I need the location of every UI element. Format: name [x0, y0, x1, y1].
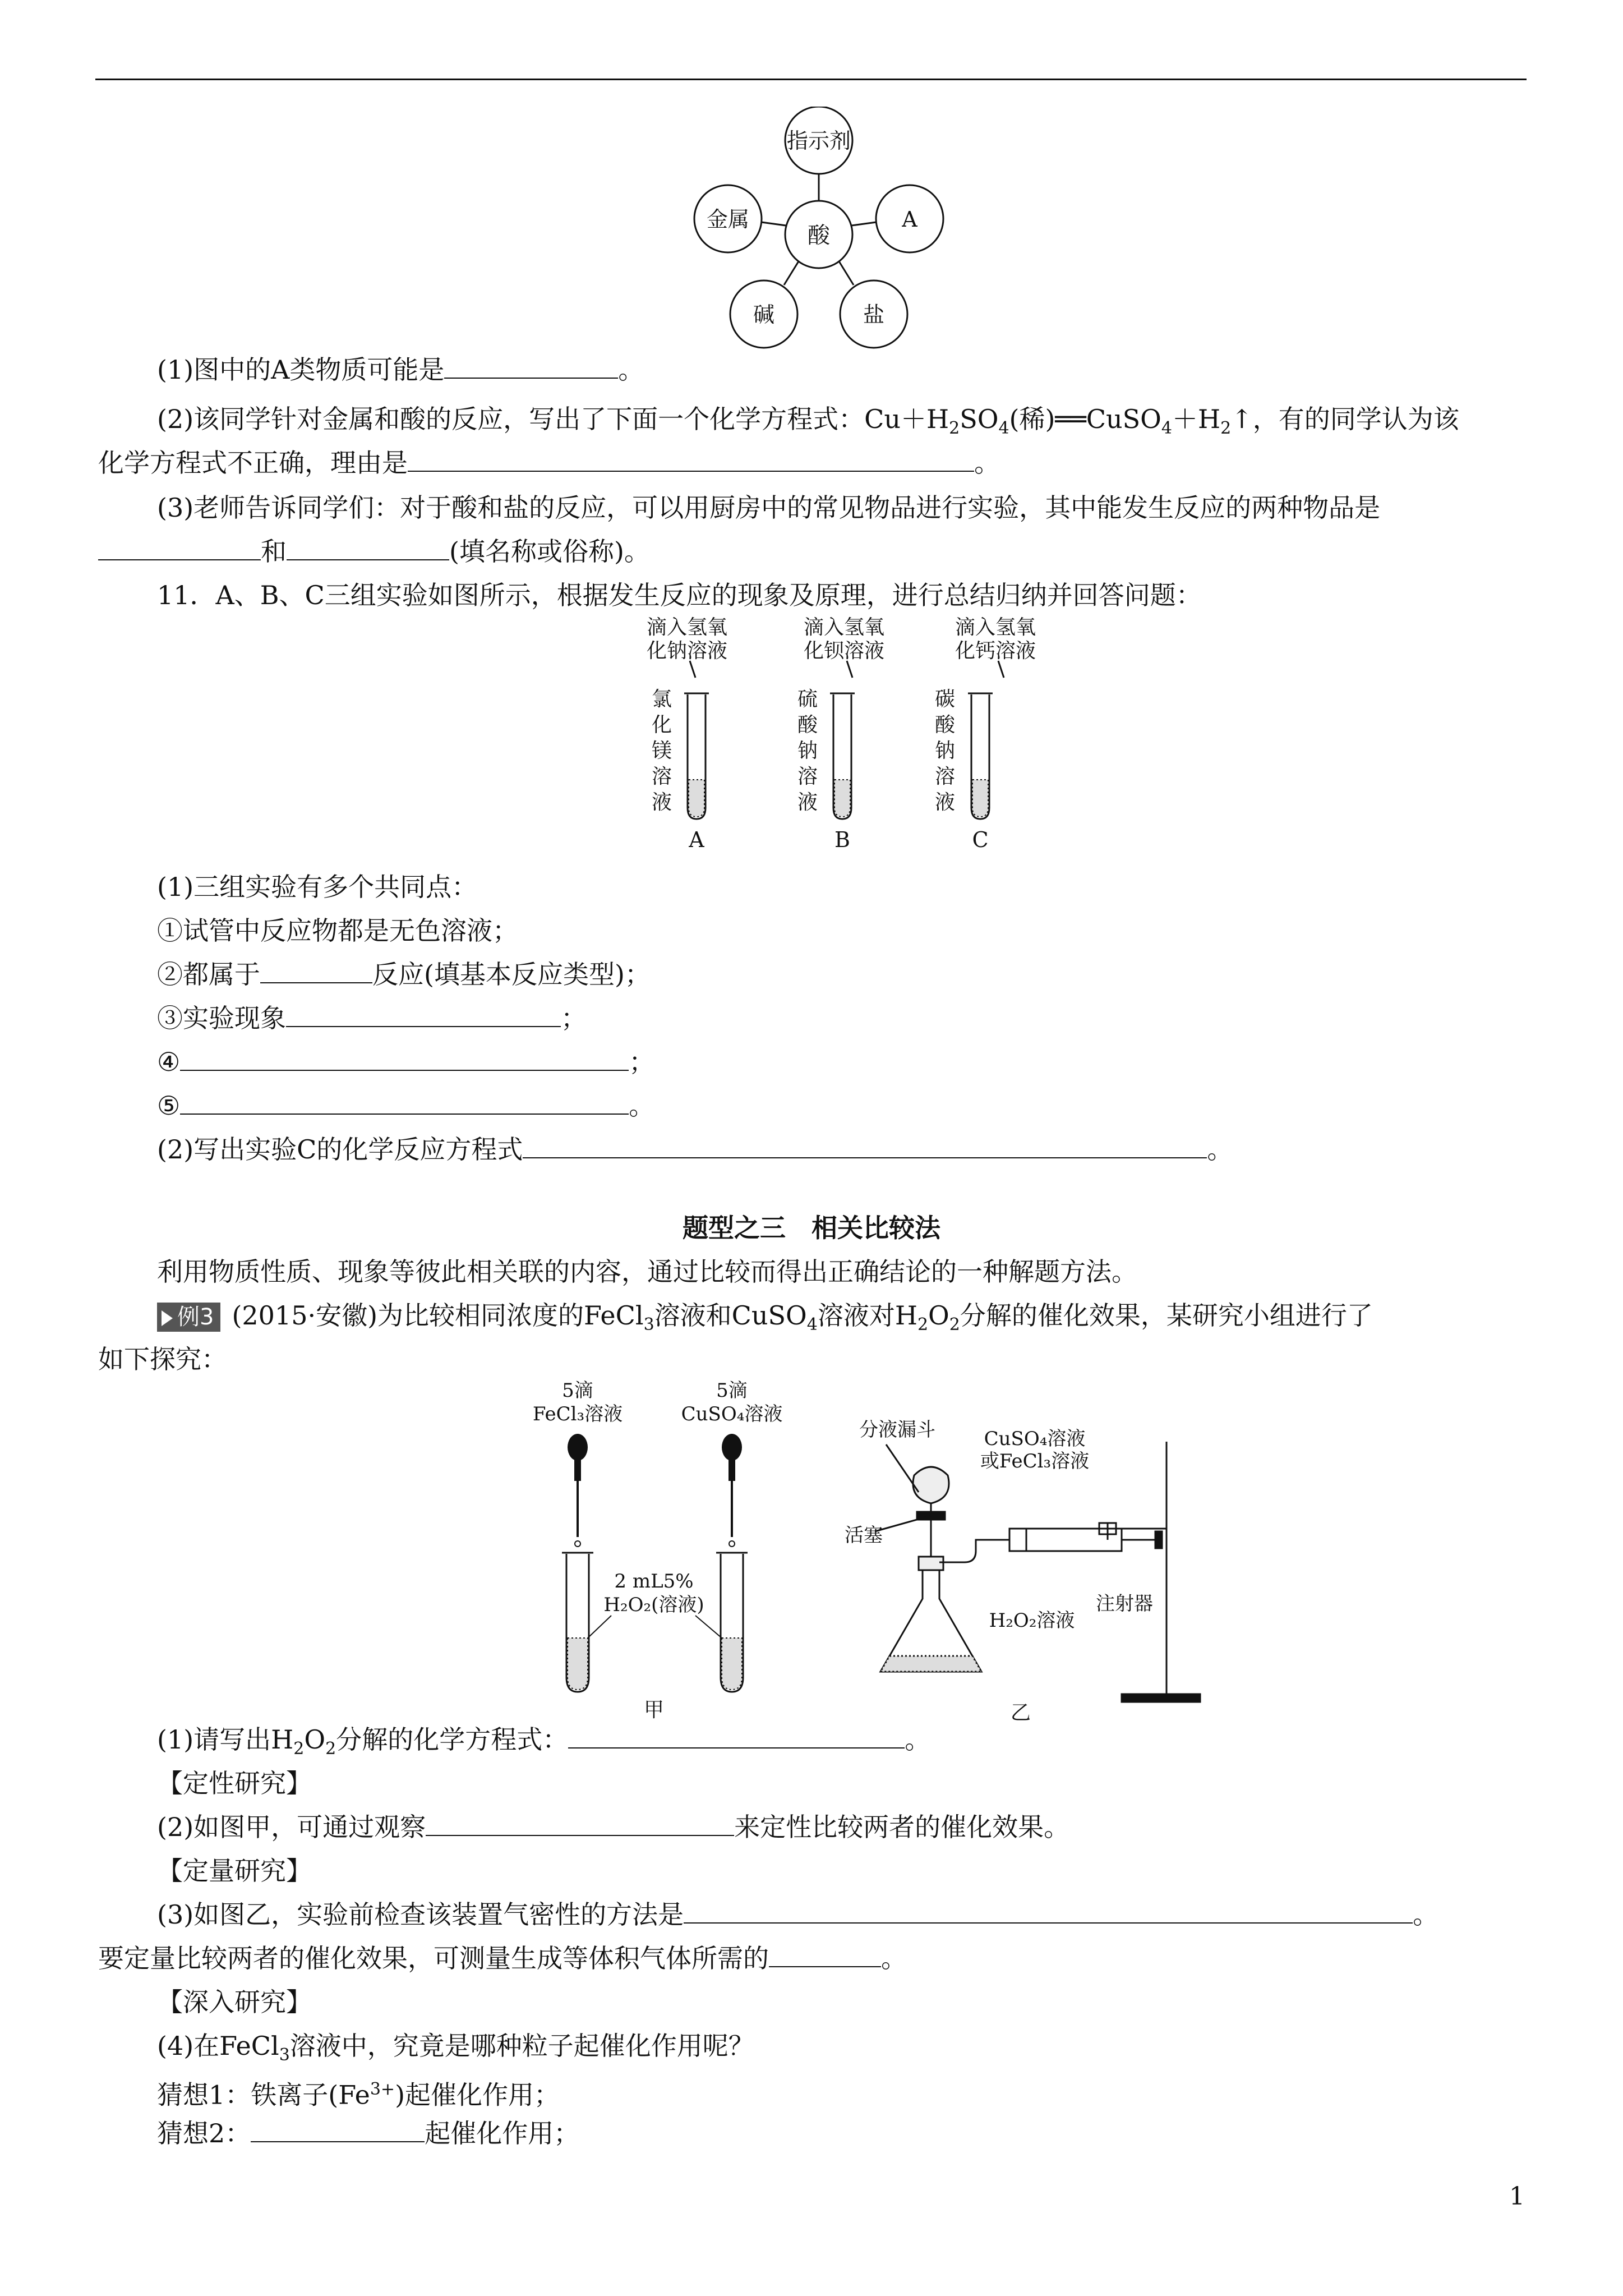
- q11-stem: 11．A、B、C三组实验如图所示，根据发生反应的现象及原理，进行总结归纳并回答问题：: [157, 580, 1202, 610]
- answer-blank[interactable]: [180, 1045, 629, 1071]
- svg-text:2 mL5%: 2 mL5%: [614, 1570, 694, 1593]
- answer-blank[interactable]: [260, 958, 372, 983]
- svg-text:化钙溶液: 化钙溶液: [955, 639, 1036, 662]
- svg-text:液: 液: [934, 791, 956, 814]
- q10-part1: (1)图中的A类物质可能是 。: [157, 348, 644, 392]
- svg-text:分液漏斗: 分液漏斗: [859, 1419, 935, 1441]
- svg-text:硫: 硫: [797, 688, 818, 711]
- svg-text:钠: 钠: [934, 739, 956, 762]
- answer-blank[interactable]: [98, 535, 261, 560]
- answer-blank[interactable]: [286, 1001, 561, 1027]
- svg-text:滴入氢氧: 滴入氢氧: [646, 616, 728, 639]
- svg-text:或FeCl₃溶液: 或FeCl₃溶液: [980, 1450, 1090, 1473]
- svg-text:化钡溶液: 化钡溶液: [803, 639, 885, 662]
- play-icon: [162, 1310, 173, 1326]
- ex3-q4: (4)在FeCl$_3$溶液中，究竟是哪种粒子起催化作用呢？: [157, 2031, 754, 2065]
- acid-property-diagram: [662, 107, 976, 376]
- header-rule: [95, 79, 1527, 80]
- answer-blank[interactable]: [769, 1941, 881, 1967]
- svg-text:CuSO₄溶液: CuSO₄溶液: [681, 1403, 783, 1425]
- svg-text:5滴: 5滴: [716, 1379, 748, 1402]
- ex3-guess2: 猜想2： 起催化作用；: [157, 2111, 579, 2155]
- svg-text:酸: 酸: [934, 714, 956, 737]
- tube-a: [647, 616, 727, 852]
- figure-jia: [522, 1374, 802, 1722]
- ex3-q2: (2)如图甲，可通过观察 来定性比较两者的催化效果。: [157, 1805, 1069, 1849]
- svg-text:乙: 乙: [1010, 1701, 1031, 1724]
- ex3-q1: (1)请写出$H_2O_2$分解的化学方程式： 。: [157, 1718, 930, 1771]
- node-metal: 金属: [706, 207, 750, 232]
- svg-text:H₂O₂溶液: H₂O₂溶液: [989, 1609, 1075, 1632]
- svg-text:化: 化: [651, 714, 672, 737]
- answer-blank[interactable]: [287, 535, 449, 560]
- q10-part3-line1: (3)老师告诉同学们：对于酸和盐的反应，可以用厨房中的常见物品进行实验，其中能发生反应的两种物品是: [157, 493, 1381, 523]
- svg-text:滴入氢氧: 滴入氢氧: [955, 616, 1036, 639]
- answer-blank[interactable]: [180, 1089, 629, 1115]
- answer-blank[interactable]: [251, 2116, 425, 2142]
- dropper-icon: [722, 1434, 742, 1547]
- svg-text:镁: 镁: [651, 739, 672, 762]
- q11-line2: ①试管中反应物都是无色溶液；: [157, 915, 518, 946]
- svg-text:活塞: 活塞: [845, 1524, 883, 1547]
- q11-line6: ⑤ 。: [157, 1084, 654, 1128]
- page-number: 1: [1509, 2182, 1525, 2211]
- svg-text:A: A: [689, 827, 704, 852]
- svg-text:H₂O₂(溶液): H₂O₂(溶液): [603, 1594, 704, 1616]
- tube-b: [797, 616, 884, 852]
- node-a: A: [902, 207, 917, 232]
- svg-text:溶: 溶: [797, 765, 818, 788]
- ex3-heading-qualitative: 【定性研究】: [157, 1768, 312, 1798]
- svg-text:酸: 酸: [797, 714, 818, 737]
- node-acid: 酸: [808, 223, 830, 249]
- q10-part2-line1: (2)该同学针对金属和酸的反应，写出了下面一个化学方程式：$Cu+H_2SO_4$(稀)$══CuSO_4+H_2↑$，有的同学认为该: [157, 404, 1459, 439]
- q11-line4: ③实验现象 ；: [157, 996, 587, 1040]
- answer-blank[interactable]: [444, 353, 618, 379]
- ex3-q3-line1: (3)如图乙，实验前检查该装置气密性的方法是 。: [157, 1893, 1438, 1936]
- answer-blank[interactable]: [408, 446, 974, 472]
- q10-part2-line2: 化学方程式不正确，理由是 。: [98, 441, 1000, 485]
- tube-c: [935, 616, 1036, 852]
- svg-text:溶: 溶: [934, 765, 956, 788]
- svg-text:溶: 溶: [651, 765, 672, 788]
- section-intro: 利用物质性质、现象等彼此相关联的内容，通过比较而得出正确结论的一种解题方法。: [157, 1257, 1137, 1287]
- svg-text:CuSO₄溶液: CuSO₄溶液: [984, 1428, 1086, 1450]
- answer-blank[interactable]: [684, 1898, 1413, 1924]
- ex3-guess1: 猜想1：铁离子$(Fe^{3+})$起催化作用；: [157, 2079, 560, 2110]
- ex3-heading-quantitative: 【定量研究】: [157, 1856, 312, 1886]
- figure-yi: [841, 1414, 1223, 1728]
- answer-blank[interactable]: [568, 1723, 905, 1749]
- answer-blank[interactable]: [523, 1133, 1207, 1158]
- svg-text:化钠溶液: 化钠溶液: [646, 639, 728, 662]
- svg-text:液: 液: [651, 791, 672, 814]
- node-indicator: 指示剂: [786, 128, 851, 153]
- svg-text:B: B: [834, 827, 850, 852]
- q11-line5: ④ ；: [157, 1040, 654, 1084]
- example-tag: 例3: [157, 1303, 220, 1332]
- q10-part3-line2: 和 (填名称或俗称)。: [98, 530, 650, 573]
- ex3-q3-line2: 要定量比较两者的催化效果，可测量生成等体积气体所需的 。: [98, 1936, 907, 1980]
- q11-test-tubes-figure: [628, 611, 1066, 858]
- ex3-heading-deep: 【深入研究】: [157, 1987, 312, 2017]
- answer-blank[interactable]: [426, 1810, 734, 1836]
- svg-text:钠: 钠: [797, 739, 818, 762]
- svg-text:甲: 甲: [643, 1699, 665, 1722]
- svg-text:滴入氢氧: 滴入氢氧: [803, 616, 885, 639]
- node-salt: 盐: [863, 302, 885, 327]
- svg-text:5滴: 5滴: [562, 1379, 593, 1402]
- q11-line1: (1)三组实验有多个共同点：: [157, 872, 478, 902]
- dropper-icon: [568, 1434, 588, 1547]
- svg-text:液: 液: [797, 791, 818, 814]
- q11-line7: (2)写出实验C的化学反应方程式 。: [157, 1128, 1233, 1171]
- example3-line2: 如下探究：: [98, 1344, 227, 1374]
- svg-text:C: C: [972, 827, 989, 852]
- section-title: 题型之三 相关比较法: [683, 1213, 940, 1243]
- svg-text:碳: 碳: [934, 688, 956, 711]
- example3-line1: 例3 (2015·安徽)为比较相同浓度的FeCl$_3$溶液和CuSO$_4$溶液对$H_2O_2$分解的催化效果，某研究小组进行了: [157, 1294, 1373, 1347]
- q11-line3: ②都属于 反应(填基本反应类型)；: [157, 953, 651, 996]
- svg-text:FeCl₃溶液: FeCl₃溶液: [532, 1403, 623, 1425]
- svg-text:注射器: 注射器: [1096, 1593, 1153, 1615]
- node-base: 碱: [753, 302, 775, 327]
- svg-text:氯: 氯: [651, 688, 672, 711]
